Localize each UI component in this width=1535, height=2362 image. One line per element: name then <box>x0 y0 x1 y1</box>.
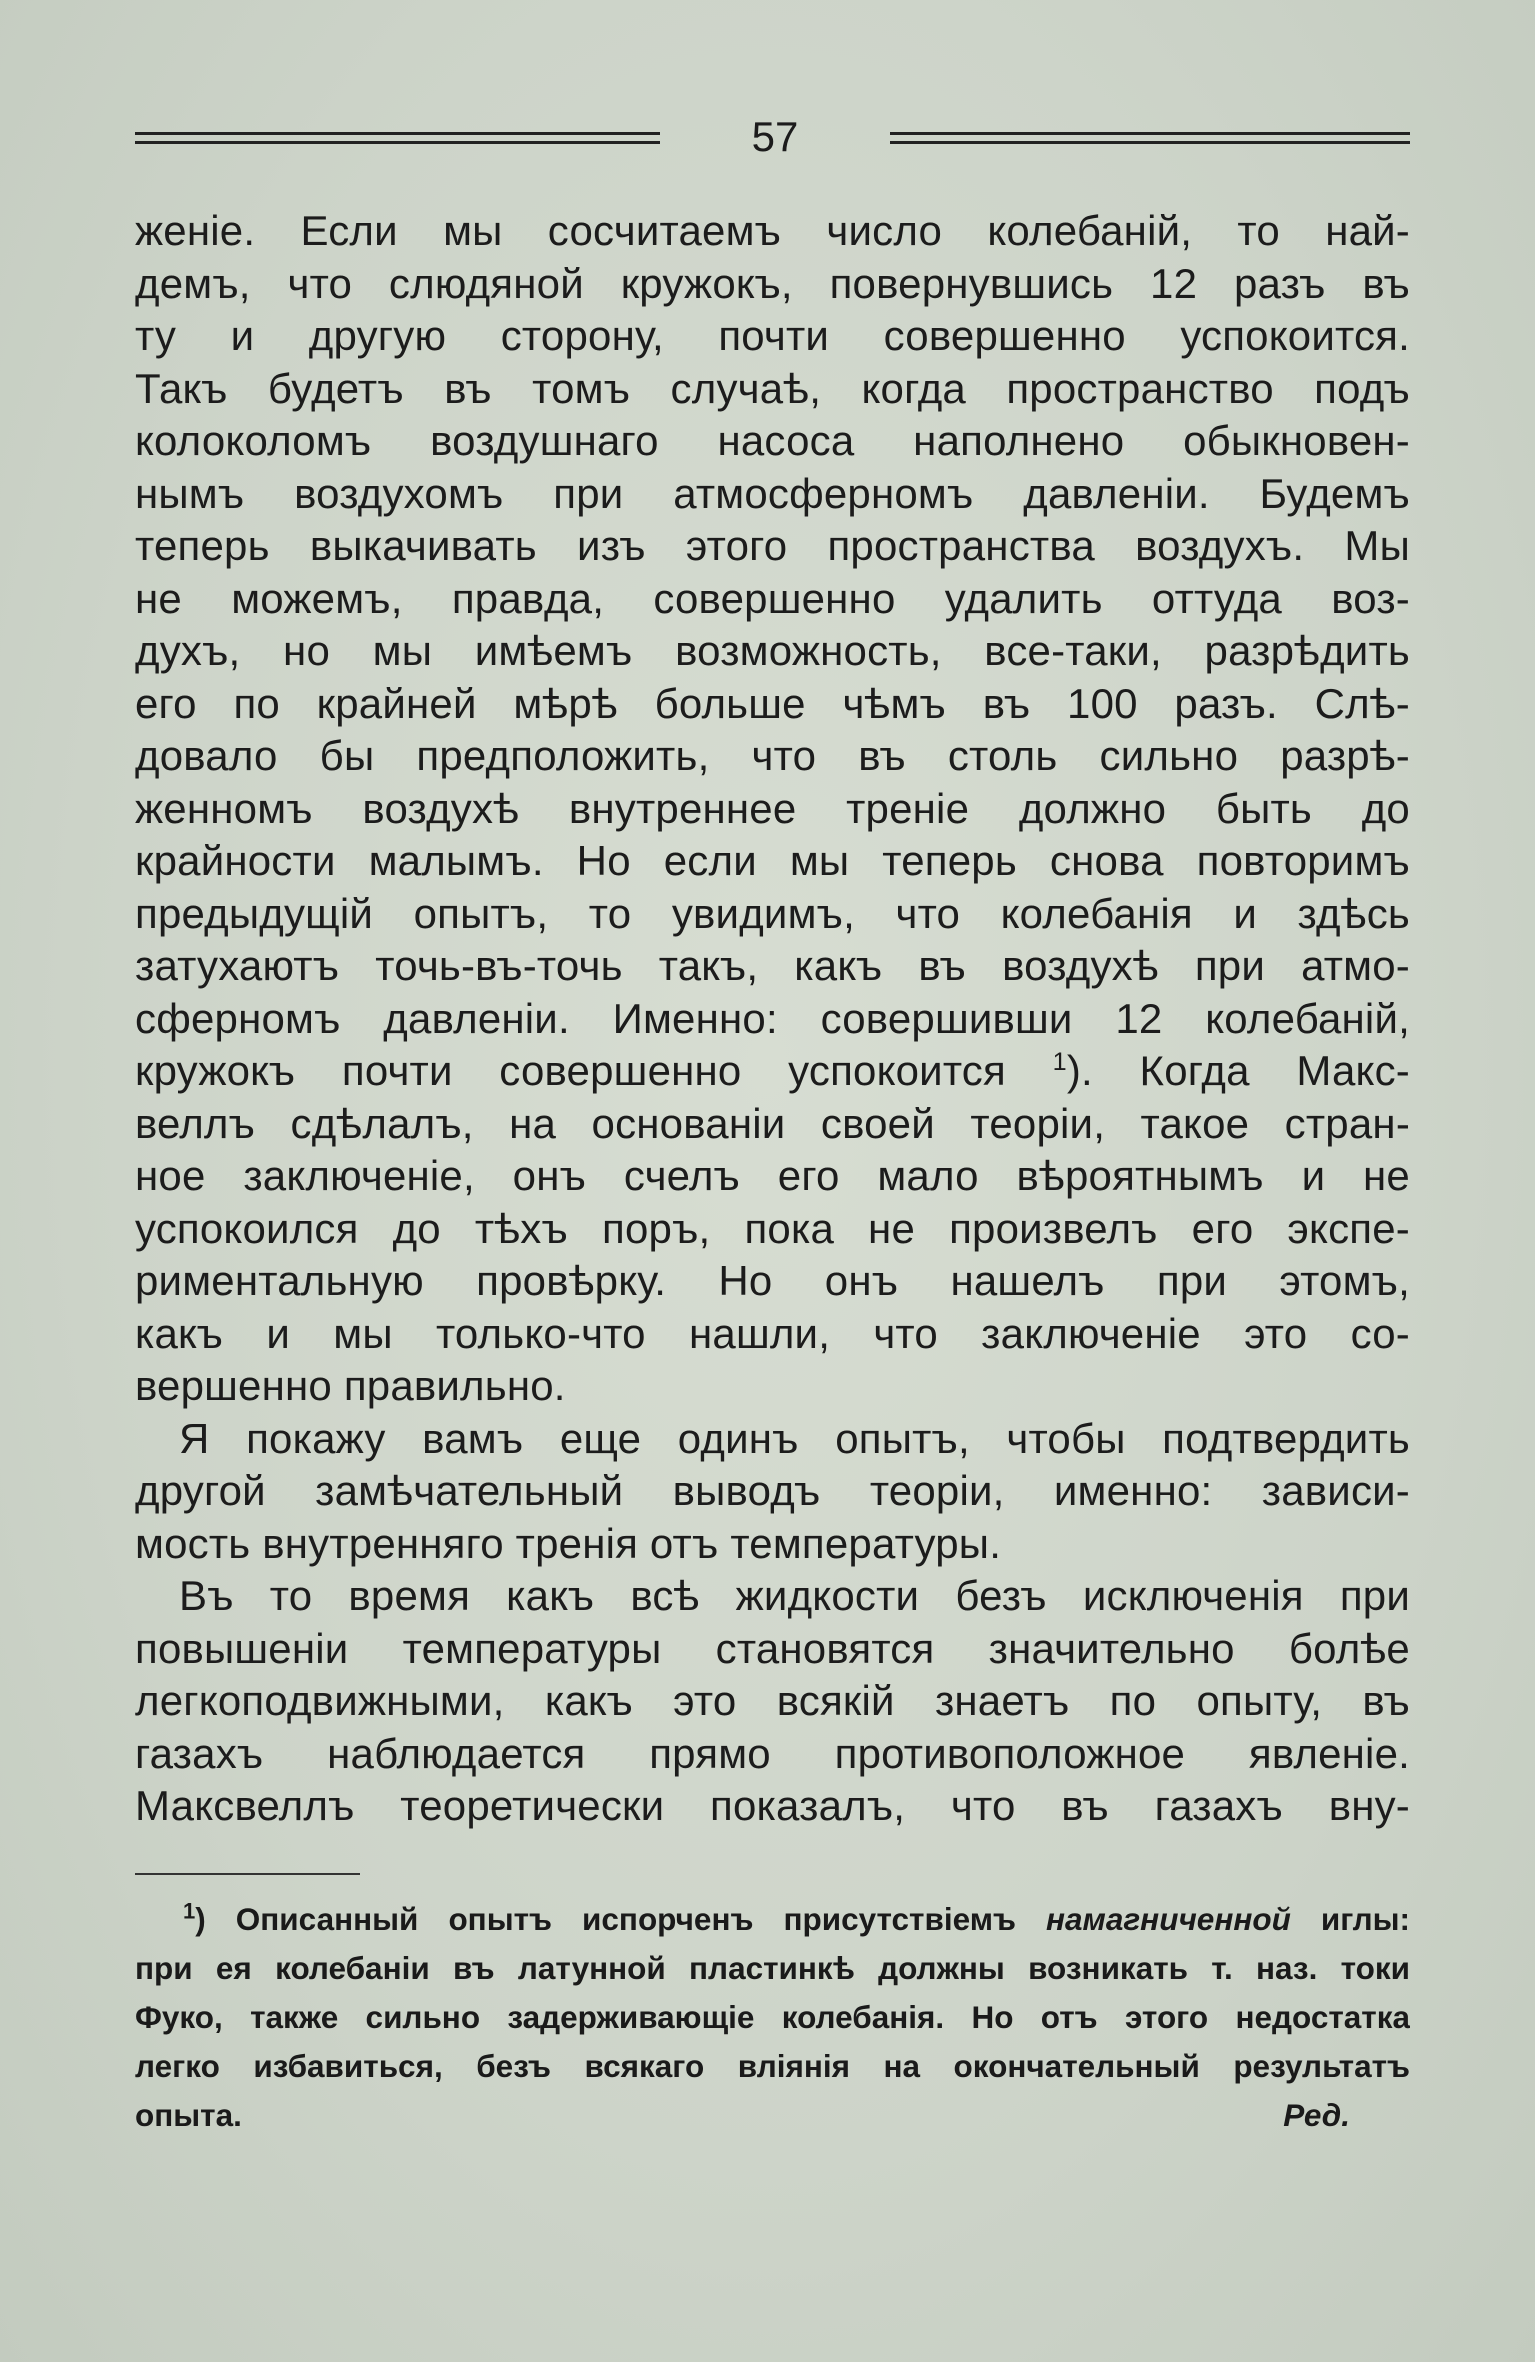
text-line: веллъ сдѣлалъ, на основаніи своей теоріи, такое стран- <box>135 1099 1410 1147</box>
text-line: сферномъ давленіи. Именно: совершивши 12 колебаній, <box>135 994 1410 1042</box>
footnote-reference: 1 <box>1052 1048 1067 1076</box>
page-header <box>135 112 1410 162</box>
text-span: кружокъ почти совершенно успокоится <box>135 1047 1006 1094</box>
footnote-line <box>135 1895 1410 1944</box>
text-line: затухаютъ точь-въ-точь такъ, какъ въ воздухѣ при атмо- <box>135 942 1410 989</box>
text-line: предыдущій опытъ, то увидимъ, что колебанія и здѣсь <box>135 889 1410 937</box>
footnote-line: легко избавиться, безъ всякаго вліянія на окончательный результатъ <box>135 2048 1410 2084</box>
text-span: ). Когда Макс- <box>1066 1047 1410 1094</box>
footnote-divider <box>135 1873 360 1875</box>
text-line: духъ, но мы имѣемъ возможность, все-таки, разрѣдить <box>135 627 1410 674</box>
text-line: риментальную провѣрку. Но онъ нашелъ при этомъ, <box>135 1257 1410 1304</box>
footnote-line: при ея колебаніи въ латунной пластинкѣ должны возникать т. наз. токи <box>135 1950 1410 1986</box>
footnote-line: Фуко, также сильно задерживающіе колебанія. Но отъ этого недостатка <box>135 1999 1410 2035</box>
text-line: легкоподвижными, какъ это всякій знаетъ по опыту, въ <box>135 1677 1410 1724</box>
editor-signature: Ред. <box>1283 2097 1350 2133</box>
text-line: теперь выкачивать изъ этого пространства воздухъ. Мы <box>135 522 1410 569</box>
footnote-text: опыта. <box>135 2097 242 2133</box>
footnote <box>135 1895 1410 2140</box>
text-line: вершенно правильно. <box>135 1362 566 1409</box>
text-line: ное заключеніе, онъ счелъ его мало вѣроятнымъ и не <box>135 1152 1410 1199</box>
text-line: мость внутренняго тренія отъ температуры. <box>135 1519 1002 1567</box>
text-line: Максвеллъ теоретически показалъ, что въ газахъ вну- <box>135 1782 1410 1829</box>
text-line: ту и другую сторону, почти совершенно успокоится. <box>135 312 1410 359</box>
text-line: газахъ наблюдается прямо противоположное явленіе. <box>135 1729 1410 1777</box>
text-line: не можемъ, правда, совершенно удалить оттуда воз- <box>135 574 1410 622</box>
text-line: успокоился до тѣхъ поръ, пока не произвелъ его экспе- <box>135 1204 1410 1252</box>
text-line: Такъ будетъ въ томъ случаѣ, когда пространство подъ <box>135 364 1410 412</box>
text-line: Въ то время какъ всѣ жидкости безъ исключенія при <box>179 1572 1410 1619</box>
text-line: крайности малымъ. Но если мы теперь снова повторимъ <box>135 837 1410 884</box>
main-text <box>135 205 1410 1833</box>
text-line: его по крайней мѣрѣ больше чѣмъ въ 100 разъ. Слѣ- <box>135 679 1410 727</box>
text-line: Я покажу вамъ еще одинъ опытъ, чтобы подтвердить <box>179 1414 1410 1462</box>
text-line: демъ, что слюдяной кружокъ, повернувшись 12 разъ въ <box>135 259 1410 307</box>
footnote-last-line <box>135 2091 1410 2140</box>
text-line: нымъ воздухомъ при атмосферномъ давленіи. Будемъ <box>135 469 1410 517</box>
page-number: 57 <box>751 113 799 160</box>
footnote-text: иглы: <box>1290 1901 1410 1937</box>
text-line: другой замѣчательный выводъ теоріи, именно: зависи- <box>135 1467 1410 1514</box>
text-line: какъ и мы только-что нашли, что заключеніе это со- <box>135 1309 1410 1357</box>
header-rule-left <box>135 132 660 144</box>
text-line: женномъ воздухѣ внутреннее треніе должно быть до <box>135 784 1410 832</box>
footnote-text: ) Описанный опытъ испорченъ присутствіемъ <box>195 1901 1046 1937</box>
footnote-emphasis: намагниченной <box>1046 1901 1291 1937</box>
text-line-with-footnote <box>135 1045 1410 1098</box>
text-line: довало бы предположить, что въ столь сильно разрѣ- <box>135 732 1410 779</box>
text-line: колоколомъ воздушнаго насоса наполнено обыкновен- <box>135 417 1410 464</box>
text-line: повышеніи температуры становятся значительно болѣе <box>135 1624 1410 1672</box>
text-line: женіе. Если мы сосчитаемъ число колебаній, то най- <box>135 207 1410 254</box>
header-rule-right <box>890 132 1410 144</box>
footnote-marker: 1 <box>183 1898 196 1924</box>
